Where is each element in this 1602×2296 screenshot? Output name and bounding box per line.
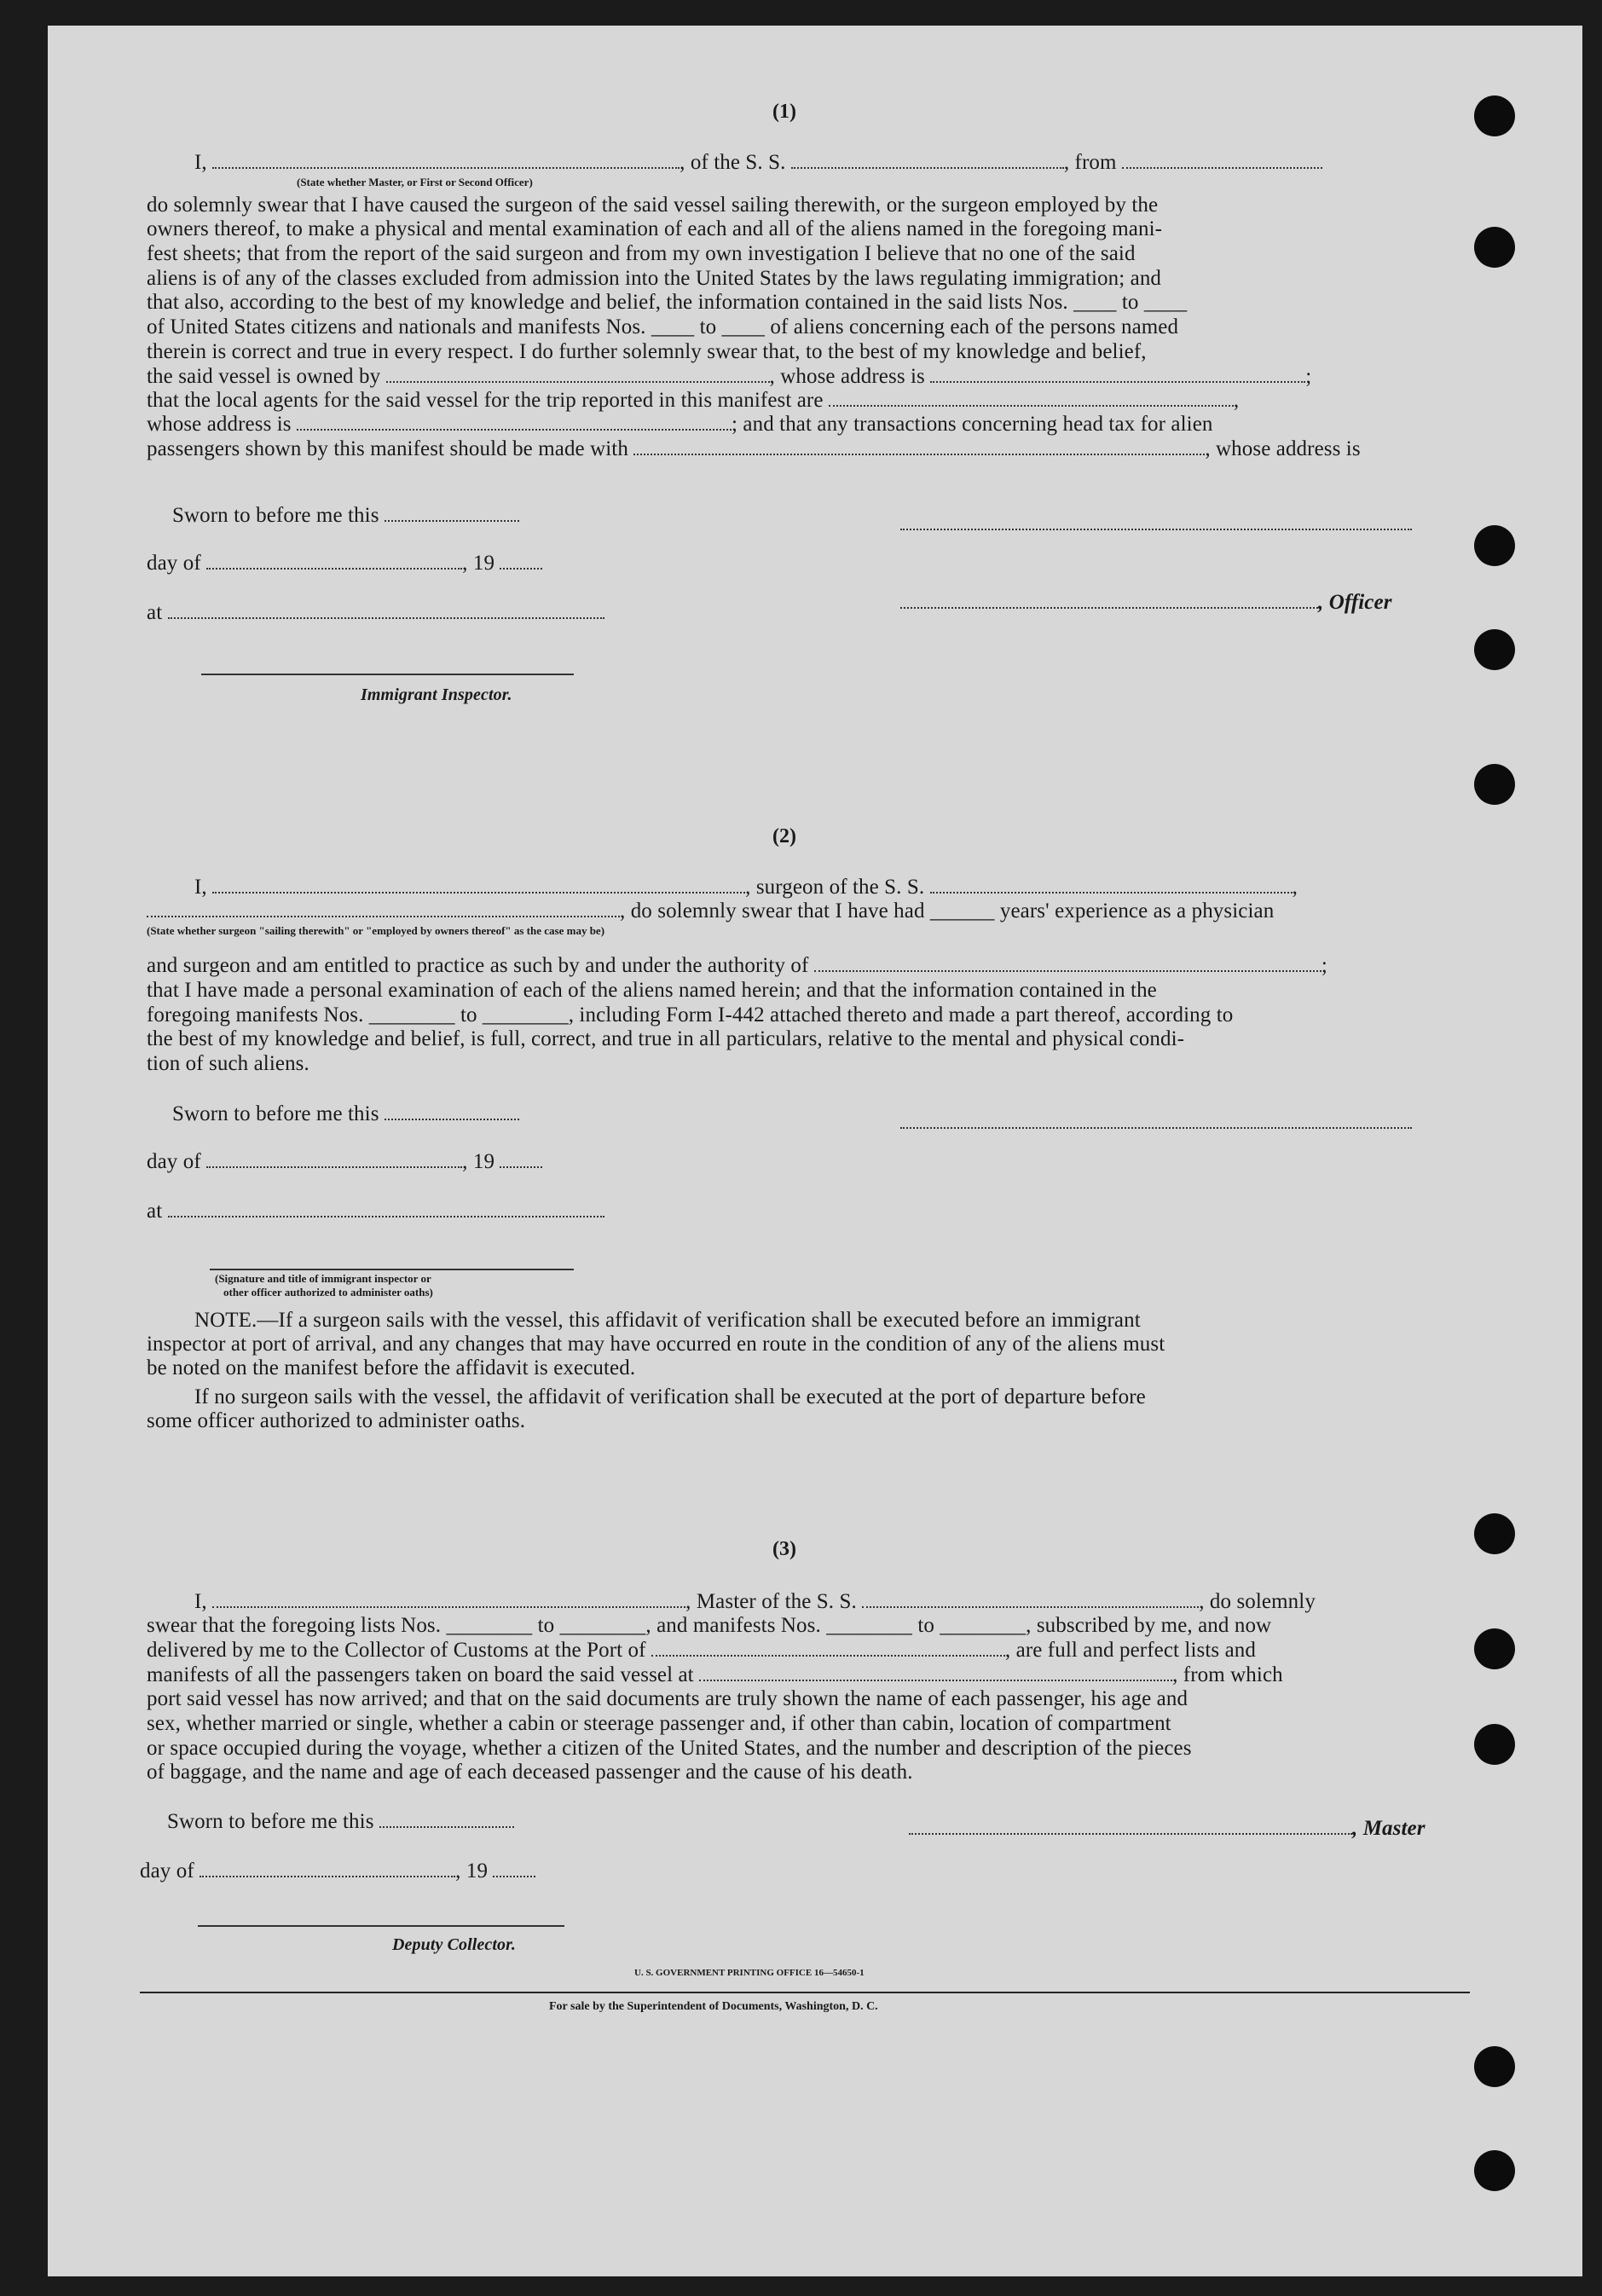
gpo-imprint: U. S. GOVERNMENT PRINTING OFFICE 16—54650-1: [634, 1968, 865, 1978]
sworn-line: Sworn to before me this: [172, 503, 519, 529]
punch-hole: [1474, 525, 1515, 566]
punch-hole: [1474, 2046, 1515, 2087]
oath-text: fest sheets; that from the report of the said surgeon and from my own investigation I believe that no one of the said: [147, 242, 1136, 265]
surgeon-line: I, , surgeon of the S. S. ,: [194, 876, 1298, 899]
signature-note: (Signature and title of immigrant inspector or: [215, 1272, 431, 1285]
collector-signature-line: [198, 1925, 564, 1927]
section-number: (3): [772, 1538, 796, 1560]
collector-title: Deputy Collector.: [392, 1935, 517, 1954]
master-line: I, , of the S. S. , from: [194, 150, 1322, 176]
master-line: I, , Master of the S. S. , do solemnly: [194, 1590, 1316, 1613]
note-text: If no surgeon sails with the vessel, the affidavit of verification shall be executed at the port of departure before: [194, 1385, 1146, 1408]
officer-line: , Officer: [900, 590, 1392, 616]
vessel-line: manifests of all the passengers taken on board the said vessel at , from which: [147, 1663, 1283, 1686]
day-line: day of , 19: [147, 551, 542, 576]
port-line: delivered by me to the Collector of Customs at the Port of , are full and perfect lists and: [147, 1639, 1256, 1662]
punch-hole: [1474, 95, 1515, 136]
oath-text: swear that the foregoing lists Nos. ________ to ________, and manifests Nos. ________ to ________, subscribed by me, and now: [147, 1614, 1272, 1637]
owner-line: the said vessel is owned by , whose address is ;: [147, 365, 1312, 388]
at-line: at: [147, 600, 604, 626]
experience-line: , do solemnly swear that I have had ______ years' experience as a physician: [147, 899, 1274, 924]
punch-hole: [1474, 1628, 1515, 1669]
surgeon-note: (State whether surgeon "sailing therewith" or "employed by owners thereof" as the case may be): [147, 924, 605, 937]
footer-rule: [140, 1992, 1470, 1993]
note-text: some officer authorized to administer oaths.: [147, 1409, 526, 1432]
day-line: day of , 19: [147, 1149, 542, 1175]
oath-text: tion of such aliens.: [147, 1052, 309, 1075]
oath-text: owners thereof, to make a physical and mental examination of each and all of the aliens named in the foregoing mani-: [147, 217, 1163, 240]
note-text: inspector at port of arrival, and any changes that may have occurred en route in the condition of any of the aliens must: [147, 1333, 1165, 1356]
punch-hole: [1474, 764, 1515, 805]
punch-hole: [1474, 629, 1515, 670]
surgeon-signature-line: [900, 1127, 1412, 1129]
oath-text: the best of my knowledge and belief, is full, correct, and true in all particulars, relative to the mental and physical condi-: [147, 1027, 1185, 1050]
at-line: at: [147, 1199, 604, 1224]
oath-text: aliens is of any of the classes excluded from admission into the United States by the laws regulating immigration; and: [147, 267, 1162, 290]
inspector-signature-line: [210, 1269, 574, 1270]
authority-line: and surgeon and am entitled to practice as such by and under the authority of ;: [147, 954, 1327, 977]
day-line: day of , 19: [140, 1859, 535, 1884]
inspector-title: Immigrant Inspector.: [361, 685, 512, 704]
oath-text: do solemnly swear that I have caused the surgeon of the said vessel sailing therewith, or the surgeon employed by the: [147, 194, 1159, 217]
oath-text: foregoing manifests Nos. ________ to ________, including Form I-442 attached thereto and made a part thereof, according to: [147, 1003, 1234, 1027]
officer-signature-line-top: [900, 529, 1412, 530]
sworn-line: Sworn to before me this: [172, 1102, 519, 1127]
oath-text: of United States citizens and nationals and manifests Nos. ____ to ____ of aliens concerning each of the persons named: [147, 315, 1179, 338]
document-page: [48, 26, 1582, 2276]
head-tax-line: passengers shown by this manifest should be made with , whose address is: [147, 437, 1361, 460]
officer-note: (State whether Master, or First or Second Officer): [297, 176, 533, 188]
oath-text: that also, according to the best of my knowledge and belief, the information contained in the said lists Nos. ____ to ____: [147, 291, 1188, 314]
punch-hole: [1474, 2150, 1515, 2191]
section-number: (1): [772, 101, 796, 123]
note-text: NOTE.—If a surgeon sails with the vessel, this affidavit of verification shall be executed before an immigrant: [194, 1309, 1141, 1332]
oath-text: therein is correct and true in every respect. I do further solemnly swear that, to the best of my knowledge and belief,: [147, 340, 1147, 363]
agents-line: that the local agents for the said vessel for the trip reported in this manifest are ,: [147, 389, 1240, 412]
oath-text: that I have made a personal examination of each of the aliens named herein; and that the information contained in the: [147, 979, 1157, 1002]
punch-hole: [1474, 227, 1515, 268]
oath-text: of baggage, and the name and age of each deceased passenger and the cause of his death.: [147, 1761, 913, 1784]
agent-address-line: whose address is ; and that any transactions concerning head tax for alien: [147, 413, 1213, 436]
section-number: (2): [772, 825, 796, 847]
note-text: be noted on the manifest before the affidavit is executed.: [147, 1356, 636, 1379]
sworn-line: Sworn to before me this: [167, 1809, 514, 1835]
oath-text: or space occupied during the voyage, whether a citizen of the United States, and the number and description of the pieces: [147, 1737, 1192, 1760]
punch-hole: [1474, 1724, 1515, 1765]
punch-hole: [1474, 1513, 1515, 1554]
master-signature-line: , Master: [909, 1816, 1426, 1842]
oath-text: sex, whether married or single, whether a cabin or steerage passenger and, if other than cabin, location of compartment: [147, 1712, 1171, 1735]
oath-text: port said vessel has now arrived; and that on the said documents are truly shown the name of each passenger, his age and: [147, 1687, 1188, 1710]
signature-note: other officer authorized to administer oaths): [223, 1286, 433, 1298]
sale-notice: For sale by the Superintendent of Documents, Washington, D. C.: [549, 2000, 878, 2013]
inspector-signature-line: [201, 674, 574, 675]
